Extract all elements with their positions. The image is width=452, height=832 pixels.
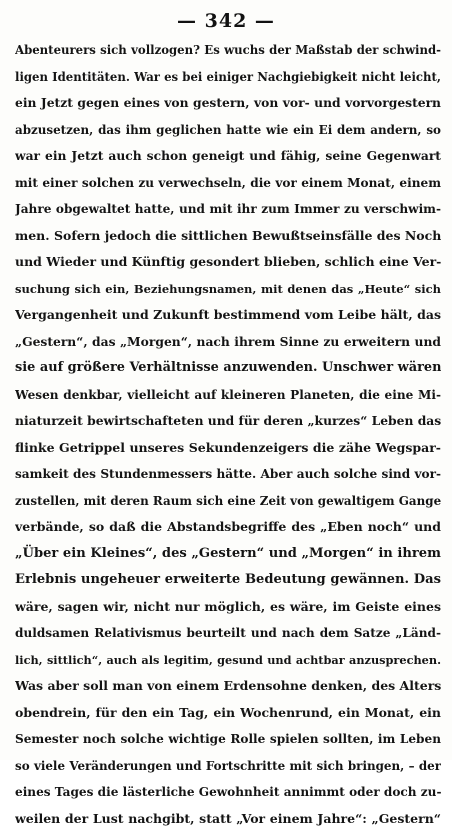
text-line: duldsamen Relativismus beurteilt und nach dem Satze „Länd-: [15, 620, 441, 647]
text-line: mit einer solchen zu verwechseln, die vor einem Monat, einem: [15, 170, 441, 197]
text-line: so viele Veränderungen und Fortschritte mit sich bringen, – der: [15, 753, 441, 780]
text-line: sie auf größere Verhältnisse anzuwenden. Unschwer wären: [15, 355, 441, 382]
text-line: Semester noch solche wichtige Rolle spielen sollten, im Leben: [15, 726, 441, 753]
text-line: „Über ein Kleines“, des „Gestern“ und „Morgen“ in ihrem: [15, 541, 441, 568]
text-line: suchung sich ein, Beziehungsnamen, mit denen das „Heute“ sich: [15, 276, 441, 303]
text-line: Was aber soll man von einem Erdensohne denken, des Alters: [15, 673, 441, 700]
text-line: Jahre obgewaltet hatte, und mit ihr zum Immer zu verschwim-: [15, 196, 441, 223]
text-line: ein Jetzt gegen eines von gestern, von vor- und vorvorgestern: [15, 90, 441, 117]
text-line: und Wieder und Künftig gesondert blieben, schlich eine Ver-: [15, 249, 441, 276]
text-line: „Gestern“, das „Morgen“, nach ihrem Sinne zu erweitern und: [15, 329, 441, 356]
text-line: Erlebnis ungeheuer erweiterte Bedeutung gewännen. Das: [15, 567, 441, 594]
text-line: weilen der Lust nachgibt, statt „Vor einem Jahre“: „Gestern“: [15, 806, 441, 832]
text-line: Wesen denkbar, vielleicht auf kleineren Planeten, die eine Mi-: [15, 382, 441, 409]
text-line: verbände, so daß die Abstandsbegriffe des „Eben noch“ und: [15, 514, 441, 541]
text-line: Vergangenheit und Zukunft bestimmend vom Leibe hält, das: [15, 302, 441, 329]
text-line: abzusetzen, das ihm geglichen hatte wie ein Ei dem andern, so: [15, 117, 441, 144]
text-line: obendrein, für den ein Tag, ein Wochenrund, ein Monat, ein: [15, 700, 441, 727]
text-line: lich, sittlich“, auch als legitim, gesund und achtbar anzusprechen.: [15, 647, 441, 674]
text-line: Abenteurers sich vollzogen? Es wuchs der Maßstab der schwind-: [15, 37, 441, 64]
page-number: — 342 —: [0, 10, 452, 32]
text-line: eines Tages die lästerliche Gewohnheit annimmt oder doch zu-: [15, 779, 441, 806]
text-line: samkeit des Stundenmessers hätte. Aber auch solche sind vor-: [15, 461, 441, 488]
text-line: flinke Getrippel unseres Sekundenzeigers die zähe Wegspar-: [15, 435, 441, 462]
text-line: war ein Jetzt auch schon geneigt und fähig, seine Gegenwart: [15, 143, 441, 170]
text-line: men. Sofern jedoch die sittlichen Bewußtseinsfälle des Noch: [15, 223, 441, 250]
text-line: wäre, sagen wir, nicht nur möglich, es wäre, im Geiste eines: [15, 594, 441, 621]
text-line: ligen Identitäten. War es bei einiger Nachgiebigkeit nicht leicht,: [15, 64, 441, 91]
text-line: niaturzeit bewirtschafteten und für deren „kurzes“ Leben das: [15, 408, 441, 435]
text-line: zustellen, mit deren Raum sich eine Zeit von gewaltigem Gange: [15, 488, 441, 515]
body-text: [15, 37, 441, 832]
